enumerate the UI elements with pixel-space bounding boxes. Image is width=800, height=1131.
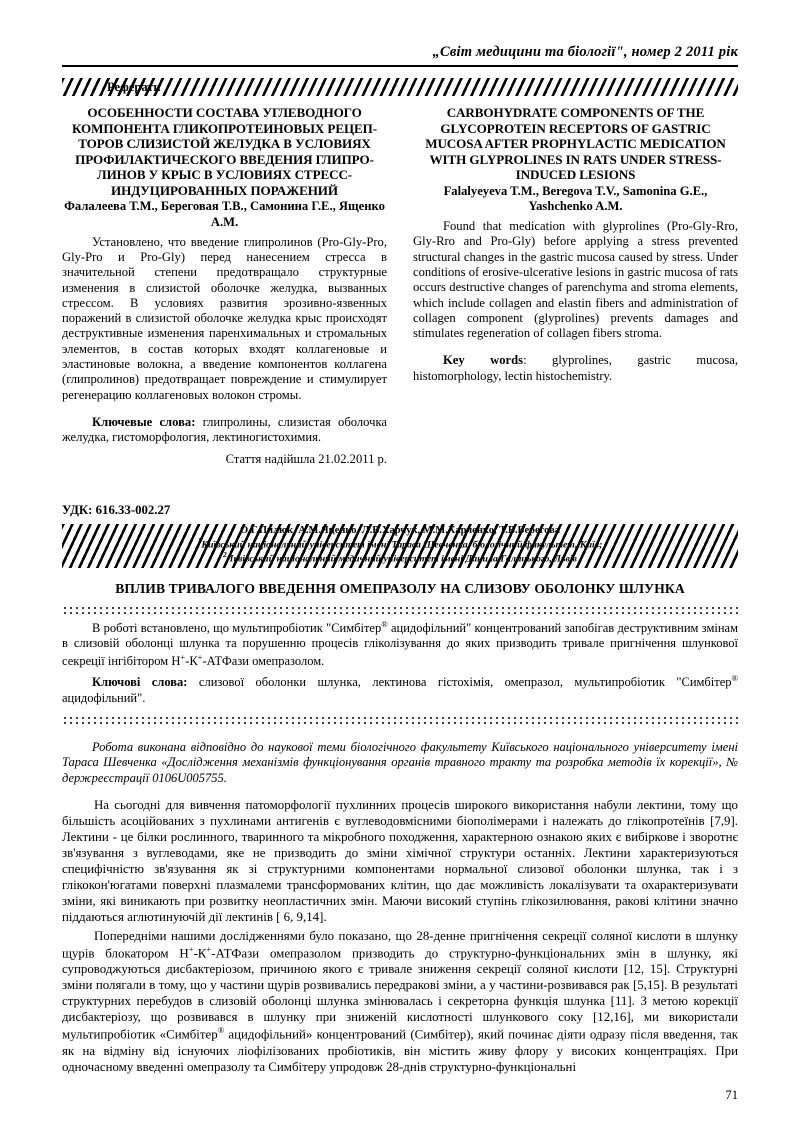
affiliation-2-marker: 2 (223, 549, 227, 559)
affiliation-2-text: Львівський національний медичний університет імені Данила Галицького, Львів (226, 553, 577, 564)
registered-mark-icon-2: ® (731, 673, 738, 684)
article2-summary (62, 619, 738, 670)
running-head: „Світ медицини та біології", номер 2 2011 рік (432, 44, 738, 60)
header-rule (62, 65, 738, 67)
body-p2-text-d: ацидофільний» концентрований (Симбітер), який починає діяти одразу після введення, так як на відміну від існуючих ліофілізованих пробіотиків, він містить живу флору у високих концентраціях. При одночасному введенні омепразолу та Симбітеру упродовж 28-днів структурно-функціональні (62, 1027, 738, 1074)
article2-author-band (62, 524, 738, 568)
keywords-label-en: Key words (443, 353, 524, 368)
article2-udk: УДК: 616.33-002.27 (62, 502, 171, 517)
article2-affiliation-1 (62, 537, 738, 551)
superscript-plus-1: + (180, 651, 186, 662)
abstract-column-russian (62, 105, 387, 467)
registered-mark-icon-1: ® (381, 618, 388, 629)
article2-title: ВПЛИВ ТРИВАЛОГО ВВЕДЕННЯ ОМЕПРАЗОЛУ НА СЛИЗОВУ ОБОЛОНКУ ШЛУНКА (115, 580, 685, 596)
article1-authors-ru: Фалалеева Т.М., Береговая Т.В., Самонина Г.Е., Ященко А.М. (64, 199, 385, 229)
keywords-label-ru: Ключевые слова: (92, 414, 196, 429)
affiliation-1-marker: 1 (197, 535, 202, 545)
article1-keywords-ru (62, 415, 387, 446)
summary-text-2: ацидофільний" концентрований запобігав деструктивним змінам в слизовій оболонці шлунка та порушенню процесів гліколізування до яких призводить тривале пригнічення шлункової секреції інгібітором Н (62, 620, 738, 668)
summary-text-4: -АТФази омепразолом. (202, 653, 325, 668)
summary-text-1: В роботі встановлено, що мультипробіотик "Симбітер (92, 620, 382, 635)
keywords-text-ru: глипролины, слизистая оболочка желудка, гистоморфология, лектиногистохимия. (62, 414, 387, 445)
article1-abstract-ru: Установлено, что введение глипролинов (Pro-Gly-Pro, Gly-Pro и Pro-Gly) перед нанесением стресса в значительной степени предотвращало структурные изменения в слизистой оболочке желудка, вызванных стрессом. В условиях развития эрозивно-язвенных поражений в слизистой оболочке желудка крыс происходят деструктивные изменения паренхимальных и стромальных элементов, в состав которых входят коллагеновые и эластиновые волокна, а введение компонентов коллагена (глипролинов) предотвращает повреждение и стимулирует регенерацию коллагеновых волокон стромы. (62, 234, 387, 402)
superscript-plus-4: + (206, 943, 212, 954)
article1-title-en: CARBOHYDRATE COMPONENTS OF THE GLYCOPROTEIN RECEPTORS OF GASTRIC MUCOSA AFTER PROPHYLACTIC MEDICATION WITH GLYPROLINES IN RATS UNDER STRESS-INDUCED LESIONS (425, 105, 726, 183)
article2-keywords-text-1: слизової оболонки шлунка, лектинова гістохімія, омепразол, мультипробіотик "Симбітер (187, 675, 732, 690)
rubric-label: Реферати (107, 80, 161, 94)
article2-authors: О.Г.Пилюк, А.М.Яценко, Л.В.Харчук, М.М.Харченко, Т.В.Берегова (239, 524, 561, 536)
superscript-plus-2: + (197, 651, 203, 662)
registered-mark-icon-3: ® (217, 1025, 225, 1036)
page-number: 71 (725, 1088, 738, 1102)
wavy-divider-bottom (62, 717, 738, 724)
affiliation-1-text: Київський національний університет імені Тараса Шевченка, біологічний факультет, Київ; (201, 539, 603, 551)
article2-keywords (62, 673, 738, 706)
article2-author-band-text (62, 524, 738, 565)
body-p2-text-c: -АТФази омепразолом призводить до структурно-функціональних змін в шлунку, які супроводжуються дисбактеріозом, причиною якого є тривале зниження секреції соляної кислоти [12, 15]. Структурні зміни полягали в тому, що у частини щурів розвивались передракові зміни, а у частини-розвивався рак [5,15]. В результаті структурних перебудов в слизовій оболонці шлунка змінювалась і секреторна функція шлунка [11]. З метою корекції дисбактеріозу, що розвивався в шлунку при зниженій кислотності шлункового соку [12,16], ми використали мультипробіотик «Симбітер (62, 945, 738, 1042)
article2-keywords-label: Ключові слова: (92, 675, 188, 690)
article2-funding-note: Робота виконана відповідно до наукової теми біологічного факультету Київського національного університету імені Тараса Шевченка «Дослідження механізмів функціонування органів травного тракту та розробка методів їх корекції», № держреєстрації 0106U005755. (62, 739, 738, 785)
article1-abstract-en: Found that medication with glyprolines (Pro-Gly-Rro, Gly-Rro and Pro-Gly) before applying a stress prevented structural changes in the gastric mucosa caused by stress. Under conditions of erosive-ulcerative lesions in gastric mucosa of rats occurs destructive changes of parenchyma and stroma elements, which include collagen and elastin fibers and administration of collagen component (glyprolines) prevents damages and stimulates regeneration of collagen fibers stroma. (413, 219, 738, 341)
rubric-band (62, 78, 738, 96)
article2-keywords-text-2: ацидофільний". (62, 691, 146, 706)
page-content (62, 0, 738, 1075)
summary-text-3: -К (185, 653, 198, 668)
article1-keywords-en (413, 353, 738, 384)
article2-body-paragraph-1: На сьогодні для вивчення патоморфології пухлинних процесів широкого використання набули лектини, тому що більшість асоційованих з пухлинами антигенів є вуглеводовмісними біополімерами і належать до глікопротеїнів [7,9]. Лектини - це білки рослинного, тваринного та мікробного походження, характерною ознакою яких є вибіркове і зворотнє зв'язування з вуглеводами, яке не призводить до зміни хімічної структури останніх. Лектини характеризуються специфічністю зв'язування як зі структурними компонентами нормальної слизової оболонки шлунка, так і з глікокон'югатами поверхні плазмалеми трансформованих клітин, що дає можливість локалізувати та охарактеризувати зміни, які виникають при розвитку неопластичних змін. Маючи високий ступінь глікозилювання, ракові клітини значно піддаються аглютинуючій дії лектинів [ 6, 9,14]. (62, 798, 738, 925)
article1-title-ru: ОСОБЕННОСТИ СОСТАВА УГЛЕВОДНОГО КОМПОНЕНТА ГЛИКОПРОТЕИНОВЫХ РЕЦЕП-ТОРОВ СЛИЗИСТОЙ ЖЕЛУДКА В УСЛОВИЯХ ПРОФИЛАКТИЧЕСКОГО ВВЕДЕНИЯ ГЛИПРО-ЛИНОВ У КРЫС В УСЛОВИЯХ СТРЕСС-ИНДУЦИРОВАННЫХ ПОРАЖЕНИЙ (71, 105, 378, 198)
article1-received-date: Стаття надійшла 21.02.2011 р. (225, 451, 387, 466)
article2-affiliation-2 (62, 551, 738, 565)
abstract-column-english (413, 105, 738, 467)
keywords-text-en: : glyprolines, gastric mucosa, histomorphology, lectin histochemistry. (413, 353, 739, 383)
body-p2-text-b: -К (193, 945, 207, 960)
article2-body-paragraph-2 (62, 928, 738, 1075)
article1-authors-en: Falalyeyeva T.M., Beregova T.V., Samonina G.E., Yashchenko A.M. (443, 183, 708, 213)
superscript-plus-3: + (188, 943, 194, 954)
wavy-divider-top (62, 607, 738, 614)
abstract-columns (62, 105, 738, 467)
body-p2-text-a: Попередніми нашими дослідженнями було показано, що 28-денне пригнічення секреції соляної кислоти в шлунку щурів блокатором Н (62, 928, 738, 960)
